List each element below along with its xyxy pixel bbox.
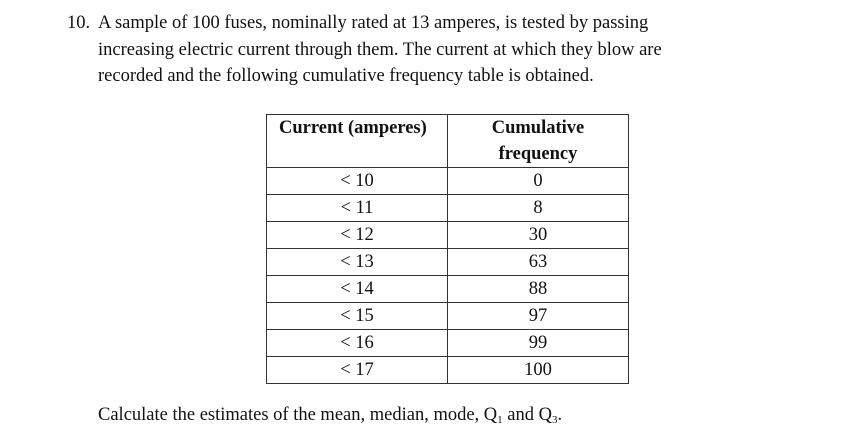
- cf-cell: 30: [448, 222, 629, 249]
- header-cumulative-line1: Cumulative: [491, 118, 585, 138]
- instruction-text: [98, 402, 562, 428]
- question-line-3: recorded and the following cumulative frequency table is obtained.: [98, 66, 594, 86]
- current-cell: < 16: [267, 330, 448, 357]
- table-header-row: [267, 115, 629, 168]
- cf-cell: 0: [448, 168, 629, 195]
- question-number: 10.: [67, 13, 91, 33]
- table-row: [267, 249, 629, 276]
- header-cumulative-line2: frequency: [498, 144, 578, 164]
- table-row: [267, 303, 629, 330]
- current-cell: < 13: [267, 249, 448, 276]
- question-text: [67, 10, 767, 90]
- instruction-and: and Q: [502, 405, 552, 425]
- q3-subscript: 3: [552, 414, 558, 426]
- cumulative-frequency-table: [266, 114, 629, 384]
- current-cell: < 17: [267, 357, 448, 384]
- table-row: [267, 222, 629, 249]
- cf-cell: 100: [448, 357, 629, 384]
- current-cell: < 14: [267, 276, 448, 303]
- q1-subscript: 1: [497, 414, 503, 426]
- current-cell: < 10: [267, 168, 448, 195]
- cf-cell: 63: [448, 249, 629, 276]
- cf-cell: 88: [448, 276, 629, 303]
- cf-cell: 8: [448, 195, 629, 222]
- table-row: [267, 330, 629, 357]
- current-cell: < 11: [267, 195, 448, 222]
- table-row: [267, 195, 629, 222]
- table-row: [267, 357, 629, 384]
- current-cell: < 15: [267, 303, 448, 330]
- question-line-2: increasing electric current through them. The current at which they blow are: [98, 39, 662, 60]
- cf-cell: 99: [448, 330, 629, 357]
- question-line-1-text: A sample of 100 fuses, nominally rated at 13 amperes, is tested by passing: [98, 13, 649, 33]
- header-current-label: Current (amperes): [279, 118, 427, 138]
- current-cell: < 12: [267, 222, 448, 249]
- table-row: [267, 276, 629, 303]
- header-cumulative-frequency: [448, 115, 629, 168]
- cf-cell: 97: [448, 303, 629, 330]
- instruction-end: .: [557, 405, 563, 425]
- table-row: [267, 168, 629, 195]
- instruction-main: Calculate the estimates of the mean, median, mode, Q: [98, 405, 498, 425]
- header-current: [267, 115, 448, 168]
- question-line-1: [67, 10, 767, 37]
